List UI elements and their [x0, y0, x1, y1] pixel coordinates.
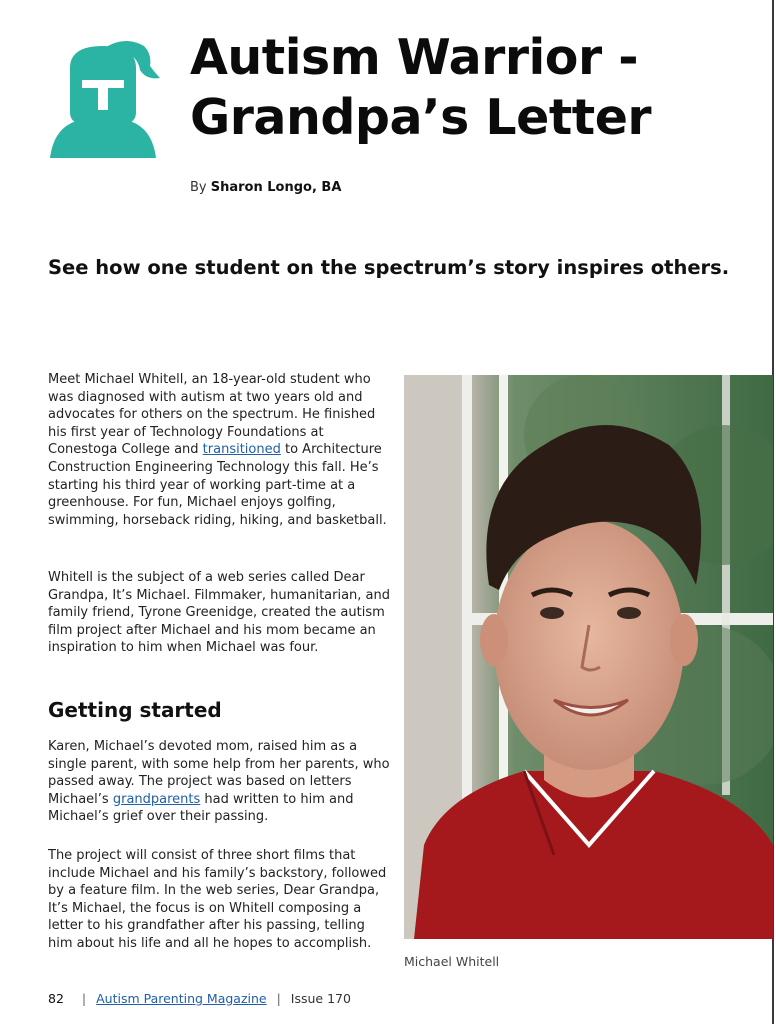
article-subheading: See how one student on the spectrum’s story inspires others.	[48, 256, 730, 279]
magazine-link[interactable]: Autism Parenting Magazine	[96, 991, 267, 1006]
paragraph-1	[48, 371, 393, 529]
article-title	[190, 28, 750, 148]
title-line-2: Grandpa’s Letter	[190, 89, 652, 146]
paragraph-4-text: The project will consist of three short films that include Michael and his family’s backstory, followed by a feature film. In the web series, Dear Grandpa, It’s Michael, the focus is on Whitell composing a letter to his grandfather after his passing, telling him about his life and all he hopes to accomplish.	[48, 848, 387, 951]
paragraph-2-text: Whitell is the subject of a web series called Dear Grandpa, It’s Michael. Filmmaker, humanitarian, and family friend, Tyrone Greenidge, created the autism film project after Michael and his mom became an inspiration to him when Michael was four.	[48, 570, 391, 656]
issue-number: Issue 170	[290, 991, 351, 1006]
paragraph-4	[48, 847, 393, 953]
paragraph-1-rest: to Architecture Construction Engineering Technology this fall. He’s starting his third year of working part-time at a greenhouse. For fun, Michael enjoys golfing, swimming, horseback riding, hiking, and basketball.	[48, 442, 387, 528]
footer-separator: |	[81, 991, 87, 1006]
author-name: Sharon Longo, BA	[210, 180, 342, 195]
page-number: 82	[48, 991, 64, 1006]
transitioned-link[interactable]: transitioned	[202, 442, 281, 458]
paragraph-2	[48, 569, 393, 657]
byline	[190, 180, 341, 195]
knight-helmet-icon	[46, 40, 160, 162]
footer-separator-2: |	[276, 991, 281, 1006]
portrait-photo	[404, 375, 773, 939]
paragraph-3-text: Karen, Michael’s devoted mom, raised him as a single parent, with some help from her parents, who passed away. The project was based on letters Michael’s	[48, 739, 390, 807]
paragraph-3-rest: had written to him and Michael’s grief over their passing.	[48, 791, 354, 825]
paragraph-3	[48, 738, 393, 826]
grandparents-link[interactable]: grandparents	[112, 791, 201, 807]
section-heading: Getting started	[48, 698, 222, 722]
photo-caption: Michael Whitell	[404, 954, 500, 969]
title-line-1: Autism Warrior -	[190, 29, 639, 86]
byline-prefix: By	[190, 180, 211, 195]
paragraph-1-text: Meet Michael Whitell, an 18-year-old student who was diagnosed with autism at two years old and advocates for others on the spectrum. He finished his first year of Technology Foundations at Conestoga College and	[48, 372, 376, 458]
page-footer	[48, 991, 351, 1006]
